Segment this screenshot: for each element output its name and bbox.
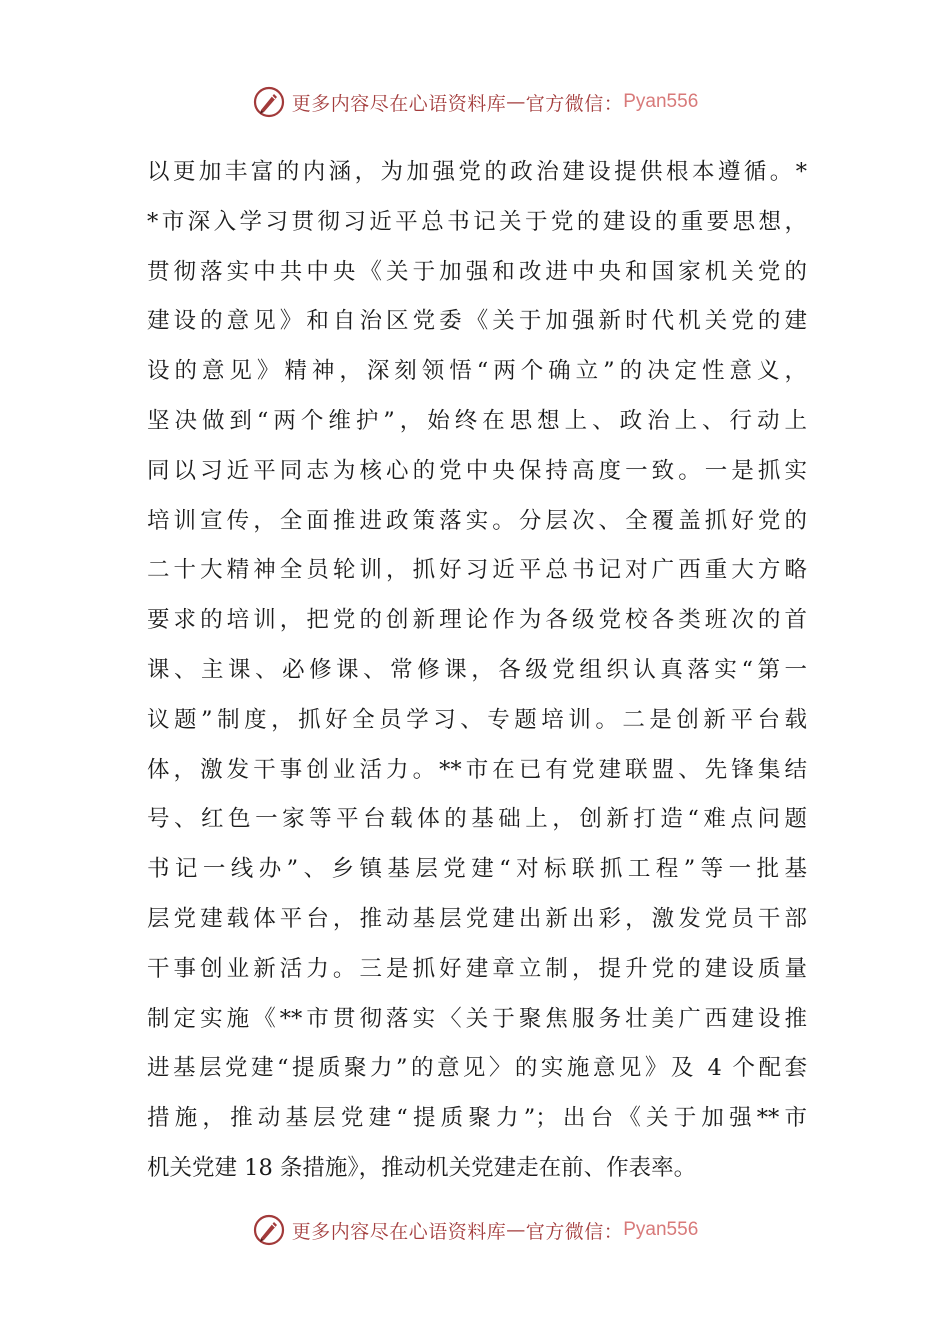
document-body (147, 148, 807, 1194)
body-line: 议题”制度，抓好全员学习、专题培训。二是创新平台载 (147, 706, 807, 733)
footer-brand-text: 更多内容尽在心语资料库 (291, 1220, 507, 1243)
body-line: 进基层党建“提质聚力”的意见〉的实施意见》及 4 个配套 (147, 1055, 807, 1082)
header-wechat-id: Pyan556 (623, 91, 699, 112)
header-separator: — (506, 91, 526, 113)
body-line: 号、红色一家等平台载体的基础上，创新打造“难点问题 (147, 806, 807, 833)
body-line: 层党建载体平台，推动基层党建出新出彩，激发党员干部 (147, 905, 807, 932)
body-line: 建设的意见》和自治区党委《关于加强新时代机关党的建 (147, 308, 807, 335)
body-line: 制定实施《**市贯彻落实〈关于聚焦服务壮美广西建设推 (147, 1005, 807, 1032)
pen-logo-icon (252, 85, 286, 119)
pen-logo-icon (252, 1213, 286, 1247)
body-line: 措施，推动基层党建“提质聚力”；出台《关于加强**市 (147, 1105, 807, 1132)
footer-banner-inner (252, 1213, 699, 1247)
body-line: *市深入学习贯彻习近平总书记关于党的建设的重要思想， (147, 208, 807, 235)
footer-wechat-id: Pyan556 (623, 1219, 699, 1240)
body-line: 要求的培训，把党的创新理论作为各级党校各类班次的首 (147, 607, 807, 634)
body-line: 设的意见》精神，深刻领悟“两个确立”的决定性意义， (147, 358, 807, 385)
body-line: 书记一线办”、乡镇基层党建“对标联抓工程”等一批基 (147, 856, 807, 883)
body-line: 坚决做到“两个维护”，始终在思想上、政治上、行动上 (147, 407, 807, 434)
body-line: 贯彻落实中共中央《关于加强和改进中央和国家机关党的 (147, 258, 807, 285)
body-line: 二十大精神全员轮训，抓好习近平总书记对广西重大方略 (147, 557, 807, 584)
footer-separator: — (506, 1219, 526, 1241)
header-brand-text: 更多内容尽在心语资料库 (291, 92, 507, 115)
header-banner (0, 82, 950, 122)
body-line: 以更加丰富的内涵，为加强党的政治建设提供根本遵循。* (147, 159, 807, 185)
header-banner-inner (252, 85, 699, 119)
header-wechat-label: 官方微信： (525, 92, 624, 115)
body-line: 机关党建 18 条措施》，推动机关党建走在前、作表率。 (147, 1154, 697, 1181)
body-line: 体，激发干事创业活力。**市在已有党建联盟、先锋集结 (147, 756, 807, 783)
body-line: 干事创业新活力。三是抓好建章立制，提升党的建设质量 (147, 955, 807, 982)
body-line: 培训宣传，全面推进政策落实。分层次、全覆盖抓好党的 (147, 507, 807, 534)
body-line: 同以习近平同志为核心的党中央保持高度一致。一是抓实 (147, 457, 807, 484)
footer-banner (0, 1210, 950, 1250)
body-line: 课、主课、必修课、常修课，各级党组织认真落实“第一 (147, 656, 807, 683)
footer-wechat-label: 官方微信： (525, 1220, 624, 1243)
